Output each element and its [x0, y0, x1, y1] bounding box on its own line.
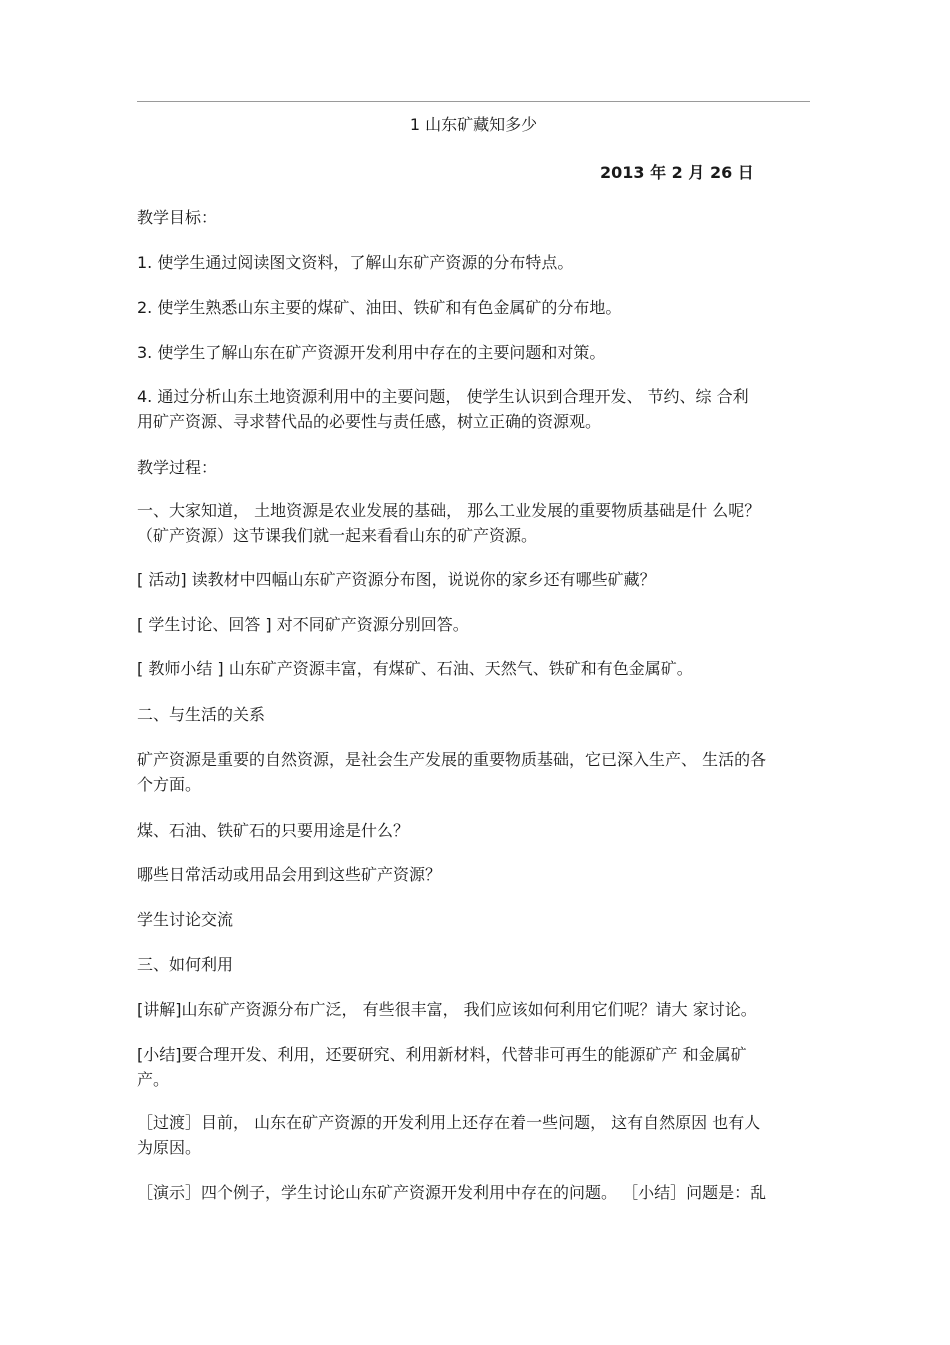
text-line: 二、与生活的关系 — [137, 705, 266, 724]
text-line: 2. 使学生熟悉山东主要的煤矿、油田、铁矿和有色金属矿的分布地。 — [137, 298, 622, 317]
text-line: 个方面。 — [137, 775, 202, 794]
student-discussion-paragraph — [137, 907, 810, 932]
header-rule — [137, 101, 810, 102]
relation-paragraph — [137, 747, 810, 797]
text-line: ［演示］四个例子，学生讨论山东矿产资源开发利用中存在的问题。 ［小结］问题是：乱 — [137, 1183, 767, 1202]
discussion-paragraph — [137, 612, 810, 637]
objective-item-3 — [137, 340, 810, 365]
section-heading-relation — [137, 702, 810, 727]
text-line: [讲解]山东矿产资源分布广泛， 有些很丰富， 我们应该如何利用它们呢？请大 家讨论。 — [137, 1000, 757, 1019]
text-line: 哪些日常活动或用品会用到这些矿产资源？ — [137, 865, 442, 884]
text-line: 学生讨论交流 — [137, 910, 234, 929]
text-line: （矿产资源）这节课我们就一起来看看山东的矿产资源。 — [137, 526, 538, 545]
text-line: [ 教师小结 ] 山东矿产资源丰富，有煤矿、石油、天然气、铁矿和有色金属矿。 — [137, 659, 693, 678]
summary-paragraph — [137, 1042, 810, 1092]
text-line: [小结]要合理开发、利用，还要研究、利用新材料，代替非可再生的能源矿产 和金属矿 — [137, 1045, 747, 1064]
section-heading-objectives — [137, 205, 810, 230]
question-paragraph-1 — [137, 818, 810, 843]
document-date: 2013 年 2 月 26 日 — [600, 163, 754, 182]
objective-item-1 — [137, 250, 810, 275]
teacher-summary-paragraph — [137, 656, 810, 681]
question-paragraph-2 — [137, 862, 810, 887]
explanation-paragraph — [137, 997, 810, 1022]
transition-paragraph — [137, 1110, 810, 1160]
text-line: 矿产资源是重要的自然资源，是社会生产发展的重要物质基础，它已深入生产、 生活的各 — [137, 750, 767, 769]
text-line: 教学目标： — [137, 208, 218, 227]
objective-item-4 — [137, 384, 810, 434]
document-title: 1 山东矿藏知多少 — [409, 115, 538, 134]
text-line: 煤、石油、铁矿石的只要用途是什么？ — [137, 821, 410, 840]
text-line: ［过渡］目前， 山东在矿产资源的开发利用上还存在着一些问题， 这有自然原因 也有人 — [137, 1113, 761, 1132]
text-line: 为原因。 — [137, 1138, 202, 1157]
objective-item-2 — [137, 295, 810, 320]
activity-paragraph — [137, 567, 810, 592]
text-line: [ 学生讨论、回答 ] 对不同矿产资源分别回答。 — [137, 615, 469, 634]
text-line: [ 活动] 读教材中四幅山东矿产资源分布图，说说你的家乡还有哪些矿藏？ — [137, 570, 656, 589]
text-line: 一、大家知道， 土地资源是农业发展的基础， 那么工业发展的重要物质基础是什 么呢？ — [137, 501, 761, 520]
section-heading-process — [137, 455, 810, 480]
demonstration-paragraph — [137, 1180, 810, 1205]
text-line: 用矿产资源、寻求替代品的必要性与责任感，树立正确的资源观。 — [137, 412, 602, 431]
text-line: 产。 — [137, 1070, 170, 1089]
text-line: 1. 使学生通过阅读图文资料，了解山东矿产资源的分布特点。 — [137, 253, 574, 272]
text-line: 3. 使学生了解山东在矿产资源开发利用中存在的主要问题和对策。 — [137, 343, 606, 362]
text-line: 教学过程： — [137, 458, 218, 477]
process-paragraph-1 — [137, 498, 810, 548]
text-line: 三、如何利用 — [137, 955, 234, 974]
section-heading-usage — [137, 952, 810, 977]
text-line: 4. 通过分析山东土地资源利用中的主要问题， 使学生认识到合理开发、 节约、综 合利 — [137, 387, 749, 406]
